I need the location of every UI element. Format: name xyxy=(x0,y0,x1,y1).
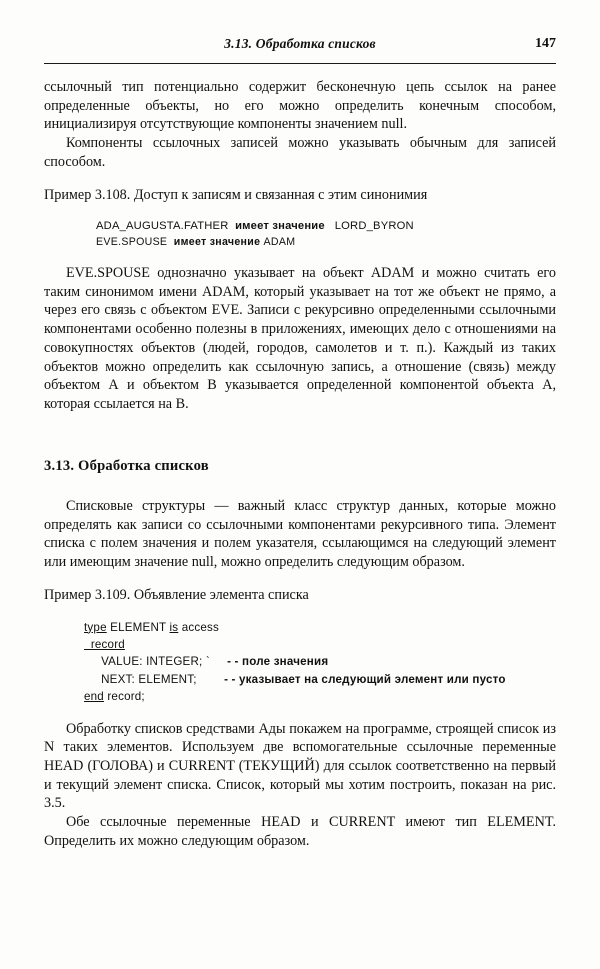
code-mid: имеет значение xyxy=(173,235,261,248)
listing-line xyxy=(84,671,556,688)
listing-text: ELEMENT xyxy=(106,620,170,634)
listing-line xyxy=(84,619,556,636)
code-left: ADA_AUGUSTA.FATHER xyxy=(96,220,229,233)
paragraph-3: EVE.SPOUSE однозначно указывает на объект ADAM и можно считать его таким синонимом имени ADAM, который указывает на тот же объект не прямо, а через его связь с объектом EVE. Записи с рекурсивно определенными ссылочными компонентами особенно полезны в приложениях, имеющих дело с отношениями на совокупностях объектов (людей, городов, самолетов и т. п.). Каждый из таких объектов можно определить как ссылочную запись, а отношение (связь) между объектом А и объектом В указывается определенной компонентой объекта А, которая ссылается на В. xyxy=(44,265,556,413)
code-line xyxy=(96,218,556,234)
code-right: LORD_BYRON xyxy=(334,220,414,233)
keyword-record: record xyxy=(84,637,125,651)
example-108-caption: Пример 3.108. Доступ к записям и связанная с этим синонимия xyxy=(44,186,428,203)
paragraph-2: Компоненты ссылочных записей можно указывать обычным для записей способом. xyxy=(44,135,556,170)
listing-line xyxy=(84,688,556,705)
example-109-caption: Пример 3.109. Объявление элемента списка xyxy=(44,586,309,603)
paragraph-5: Обработку списков средствами Ады покажем на программе, строящей список из N таких элементов. Используем две вспомогательные ссылочные переменные HEAD (ГОЛОВА) и CURRENT (ТЕКУЩИЙ) для ссылок соответственно на первый и текущий элемент списка. Список, который мы хотим построить, показан на рис. 3.5. xyxy=(44,720,556,812)
listing-text: record; xyxy=(103,690,145,704)
running-header xyxy=(44,36,556,58)
code-left: EVE.SPOUSE xyxy=(96,235,168,248)
code-right: ADAM xyxy=(263,235,296,248)
paragraph-4: Списковые структуры — важный класс структур данных, которые можно определять как записи со ссылочными компонентами рекурсивного типа. Элемент списка с полем значения и полем указателя, ссылающимся на следующий элемент или имеющим значение null, можно определить следующим образом. xyxy=(44,497,556,571)
code-listing-109 xyxy=(44,619,556,706)
section-heading: 3.13. Обработка списков xyxy=(44,457,209,474)
code-mid: имеет значение xyxy=(235,220,325,233)
listing-text: VALUE: INTEGER; ` xyxy=(84,655,210,669)
listing-text: NEXT: ELEMENT; xyxy=(84,672,197,686)
keyword-is: is xyxy=(169,620,179,634)
paragraph-6: Обе ссылочные переменные HEAD и CURRENT имеют тип ELEMENT. Определить их можно следующим образом. xyxy=(44,814,556,849)
listing-comment: - - указывает на следующий элемент или пусто xyxy=(224,672,506,686)
code-line xyxy=(96,235,556,250)
running-head-title: 3.13. Обработка списков xyxy=(224,36,376,51)
listing-comment: - - поле значения xyxy=(227,655,329,669)
code-block-108 xyxy=(44,218,556,250)
keyword-end: end xyxy=(84,690,104,704)
listing-line xyxy=(84,636,556,653)
keyword-type: type xyxy=(84,620,107,634)
paragraph-1: ссылочный тип потенциально содержит бесконечную цепь ссылок на ранее определенные объекты, но его можно определить конечным способом, инициализируя отсутствующие компоненты значением null. xyxy=(44,79,556,133)
listing-text: access xyxy=(178,620,220,634)
listing-line xyxy=(84,653,556,670)
page-number: 147 xyxy=(535,36,556,51)
page-content xyxy=(44,36,556,851)
